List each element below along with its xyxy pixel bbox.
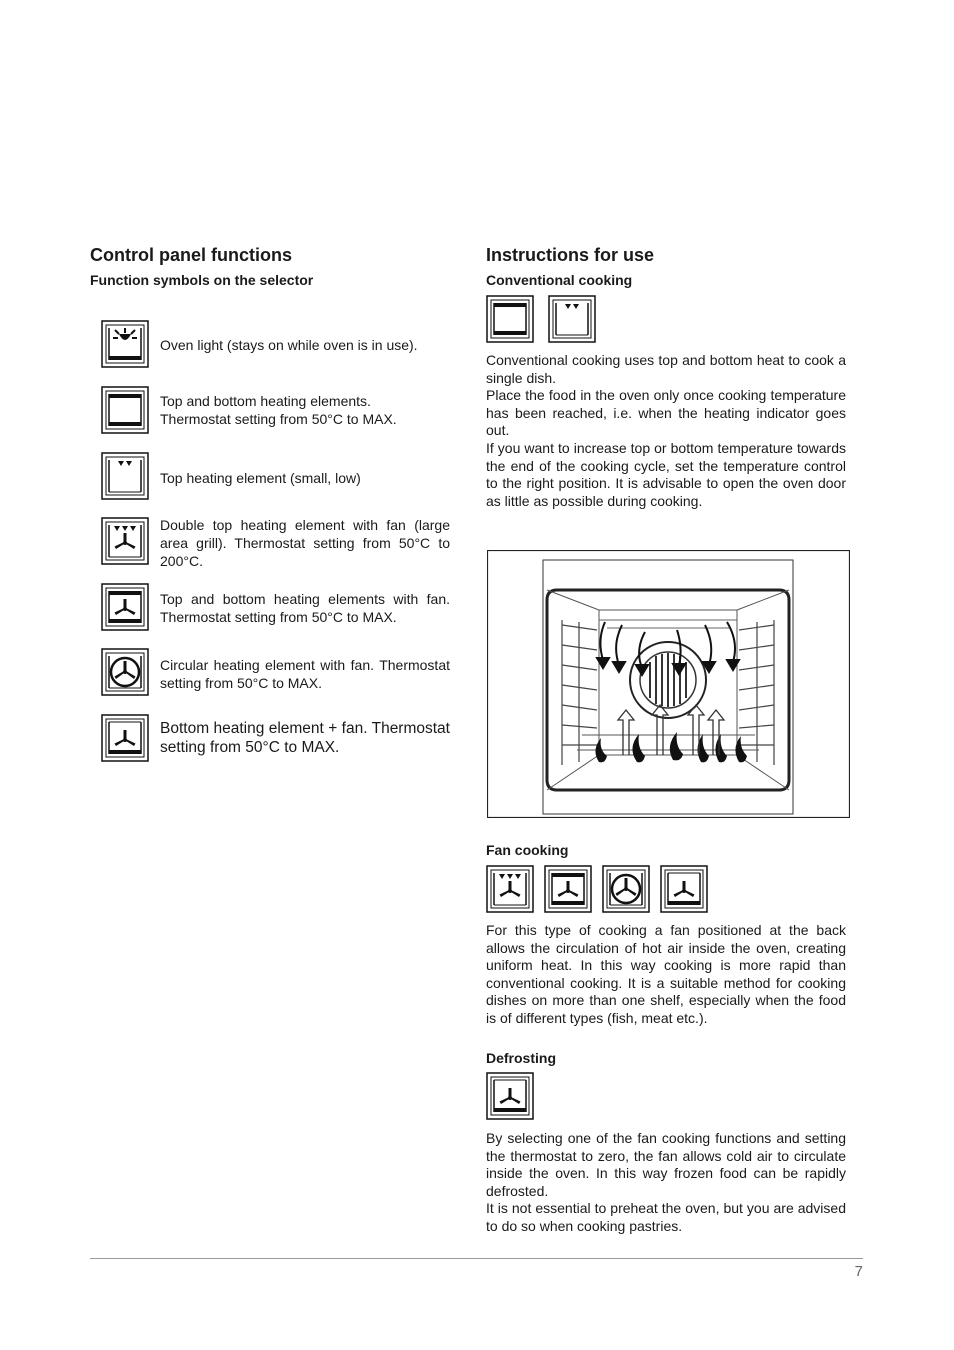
function-description: Bottom heating element + fan. Thermostat setting from 50°C to MAX. — [160, 720, 450, 756]
paragraph: By selecting one of the fan cooking functions and setting the thermostat to zero, the fan allows cold air to circulate inside the oven. In this way frozen food can be rapidly defrosted. — [486, 1130, 846, 1199]
function-description: Top and bottom heating elements with fan. Thermostat setting from 50°C to MAX. — [160, 591, 450, 625]
control-panel-heading: Control panel functions — [90, 245, 292, 265]
top-bottom-fan-icon — [544, 865, 592, 913]
double-grill-fan-icon — [101, 517, 149, 565]
function-symbols-subheading: Function symbols on the selector — [90, 272, 314, 288]
function-description: Top heating element (small, low) — [160, 470, 361, 486]
footer-divider — [90, 1258, 863, 1259]
function-description: Top and bottom heating elements. Thermostat setting from 50°C to MAX. — [160, 393, 397, 427]
conventional-cooking-text — [486, 352, 846, 510]
paragraph: For this type of cooking a fan positioned at the back allows the circulation of hot air inside the oven, creating uniform heat. In this way cooking is more rapid than conventional cooking. It is a suitable method for cooking dishes on more than one shelf, especially when the food is of different types (fish, meat etc.). — [486, 922, 846, 1026]
circular-fan-icon — [602, 865, 650, 913]
defrosting-text — [486, 1130, 846, 1236]
function-description: Circular heating element with fan. Thermostat setting from 50°C to MAX. — [160, 657, 450, 691]
bottom-fan-icon — [660, 865, 708, 913]
paragraph: If you want to increase top or bottom temperature towards the end of the cooking cycle, set the temperature control to the right position. It is advisable to open the oven door as little as possible during cooking. — [486, 439, 846, 509]
bottom-fan-icon — [101, 714, 149, 762]
fan-cooking-title: Fan cooking — [486, 842, 569, 858]
top-bottom-heating-icon — [101, 386, 149, 434]
top-bottom-fan-icon — [101, 583, 149, 631]
paragraph: Place the food in the oven only once cooking temperature has been reached, i.e. when the heating indicator goes out. — [486, 387, 846, 439]
double-grill-fan-icon — [486, 865, 534, 913]
instructions-heading: Instructions for use — [486, 245, 655, 265]
fan-cooking-text — [486, 922, 846, 1028]
top-heating-small-icon — [101, 452, 149, 500]
circular-fan-icon — [101, 648, 149, 696]
oven-light-icon — [101, 320, 149, 368]
function-description: Double top heating element with fan (large area grill). Thermostat setting from 50°C to 200°C. — [160, 517, 450, 569]
paragraph: It is not essential to preheat the oven, but you are advised to do so when cooking pastries. — [486, 1200, 846, 1234]
page-number: 7 — [854, 1263, 863, 1280]
conventional-cooking-title: Conventional cooking — [486, 272, 633, 288]
top-bottom-heating-icon — [486, 295, 534, 343]
top-heating-small-icon — [548, 295, 596, 343]
bottom-fan-icon — [486, 1072, 534, 1120]
function-description: Oven light (stays on while oven is in use). — [160, 337, 418, 353]
defrosting-title: Defrosting — [486, 1050, 556, 1066]
paragraph: Conventional cooking uses top and bottom heat to cook a single dish. — [486, 352, 846, 386]
oven-airflow-illustration — [487, 550, 850, 818]
